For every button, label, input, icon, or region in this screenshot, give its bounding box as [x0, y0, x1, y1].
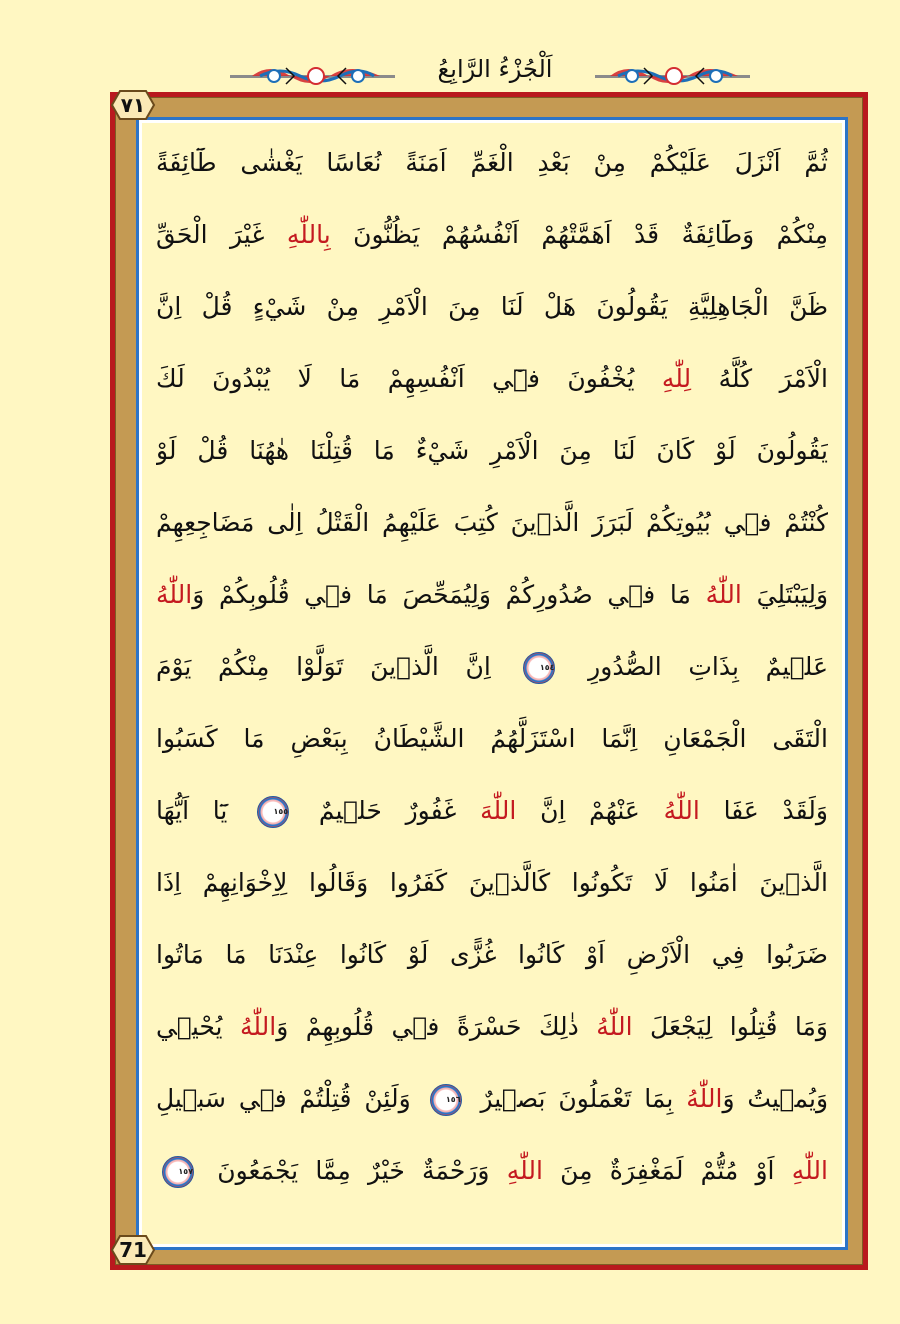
verse-line-6: كُنْتُمْ فٖي بُيُوتِكُمْ لَبَرَزَ الَّذٖينَ كُتِبَ عَلَيْهِمُ الْقَتْلُ اِلٰى مَضَاجِعِهِمْ — [156, 508, 828, 537]
verse-line-10 — [156, 781, 828, 841]
verse-fragment: اِنَّ الَّذٖينَ تَوَلَّوْا مِنْكُمْ يَوْمَ — [156, 652, 491, 681]
verse-line-9: الْتَقَى الْجَمْعَانِ اِنَّمَا اسْتَزَلَّهُمُ الشَّيْطَانُ بِبَعْضِ مَا كَسَبُوا — [156, 724, 828, 753]
verse-line-8 — [156, 637, 828, 697]
verse-line-14 — [156, 1069, 828, 1129]
verse-fragment: غَيْرَ الْحَقِّ — [156, 220, 265, 249]
verse-line-1: ثُمَّ اَنْزَلَ عَلَيْكُمْ مِنْ بَعْدِ الْغَمِّ اَمَنَةً نُعَاسًا يَغْشٰى طَٓائِفَةً — [156, 148, 828, 177]
verse-line-13 — [156, 997, 828, 1057]
verse-line-11: الَّذٖينَ اٰمَنُوا لَا تَكُونُوا كَالَّذٖينَ كَفَرُوا وَقَالُوا لِاِخْوَانِهِمْ اِذَا — [156, 868, 828, 897]
divine-name: بِاللّٰهِ — [286, 220, 331, 249]
verse-fragment: وَرَحْمَةٌ خَيْرٌ مِمَّا يَجْمَعُونَ — [217, 1156, 490, 1185]
divine-name: اللّٰهُ — [686, 1084, 723, 1113]
ayah-end-marker — [430, 1084, 462, 1116]
page-number-badge-bottom — [104, 1233, 162, 1267]
verse-line-15 — [156, 1141, 828, 1201]
verse-fragment: مِنْكُمْ وَطَٓائِفَةٌ قَدْ اَهَمَّتْهُمْ اَنْفُسُهُمْ يَظُنُّونَ — [353, 220, 828, 249]
verse-fragment: الْاَمْرَ كُلَّهُ — [718, 364, 828, 393]
quran-text-block — [142, 123, 842, 1244]
verse-fragment: عَنْهُمْ اِنَّ — [540, 796, 640, 825]
divine-name: اللّٰهُ — [663, 796, 700, 825]
verse-line-2 — [156, 205, 828, 265]
ayah-number: ١٥٦ — [445, 1095, 461, 1104]
verse-line-12: ضَرَبُوا فِي الْاَرْضِ اَوْ كَانُوا غُزًّى لَوْ كَانُوا عِنْدَنَا مَا مَاتُوا — [156, 940, 828, 969]
divine-name: اللّٰهِ — [506, 1156, 543, 1185]
divine-name: اللّٰهِ — [791, 1156, 828, 1185]
divine-name: اللّٰهُ — [596, 1012, 633, 1041]
verse-fragment: عَلٖيمٌ بِذَاتِ الصُّدُورِ — [588, 652, 828, 681]
verse-fragment: بِمَا تَعْمَلُونَ بَصٖيرٌ — [480, 1084, 674, 1113]
floral-ornament-icon — [252, 58, 380, 94]
verse-fragment: يَٓا اَيُّهَا — [156, 796, 228, 825]
verse-fragment: وَيُمٖيتُ وَ — [722, 1084, 828, 1113]
page-number-badge-top — [104, 88, 162, 122]
verse-line-5: يَقُولُونَ لَوْ كَانَ لَنَا مِنَ الْاَمْرِ شَيْءٌ مَا قُتِلْنَا هٰهُنَا قُلْ لَوْ — [156, 436, 828, 465]
ayah-number: ١٥٥ — [273, 807, 289, 816]
divine-name: لِلّٰهِ — [661, 364, 692, 393]
verse-fragment: وَلَقَدْ عَفَا — [723, 796, 828, 825]
ayah-number: ١٥٧ — [178, 1167, 193, 1176]
verse-fragment: غَفُورٌ حَلٖيمٌ — [318, 796, 457, 825]
verse-fragment: يُحْيٖي — [156, 1012, 223, 1041]
verse-fragment: وَلِيَبْتَلِيَ — [756, 580, 828, 609]
verse-fragment: يُخْفُونَ فٖٓي اَنْفُسِهِمْ مَا لَا يُبْدُونَ لَكَ — [156, 364, 635, 393]
page-number-arabic: ٧١ — [120, 93, 146, 117]
verse-fragment: وَلَئِنْ قُتِلْتُمْ فٖي سَبٖيلِ — [156, 1084, 411, 1113]
juz-title: اَلْجُزْءُ الرَّابِعُ — [437, 55, 553, 83]
verse-fragment: ذٰلِكَ حَسْرَةً فٖي قُلُوبِهِمْ وَ — [276, 1012, 579, 1041]
divine-name: اللّٰهُ — [705, 580, 742, 609]
verse-fragment: مَا فٖي صُدُورِكُمْ وَلِيُمَحِّصَ مَا فٖي قُلُوبِكُمْ وَ — [192, 580, 691, 609]
verse-line-3: ظَنَّ الْجَاهِلِيَّةِ يَقُولُونَ هَلْ لَنَا مِنَ الْاَمْرِ مِنْ شَيْءٍ قُلْ اِنَّ — [156, 292, 828, 321]
divine-name: اللّٰهُ — [156, 580, 193, 609]
ayah-end-marker — [523, 652, 555, 684]
page-number-latin: 71 — [119, 1238, 147, 1262]
verse-fragment: اَوْ مُتُّمْ لَمَغْفِرَةٌ مِنَ — [560, 1156, 775, 1185]
divine-name: اللّٰهُ — [239, 1012, 277, 1041]
ayah-end-marker — [257, 796, 289, 828]
verse-line-7 — [156, 565, 828, 625]
verse-fragment: وَمَا قُتِلُوا لِيَجْعَلَ — [650, 1012, 828, 1041]
divine-name: اللّٰهَ — [480, 796, 517, 825]
verse-line-4 — [156, 349, 828, 409]
ayah-end-marker — [162, 1156, 194, 1188]
floral-ornament-icon — [610, 58, 738, 94]
ayah-number: ١٥٤ — [539, 663, 555, 672]
